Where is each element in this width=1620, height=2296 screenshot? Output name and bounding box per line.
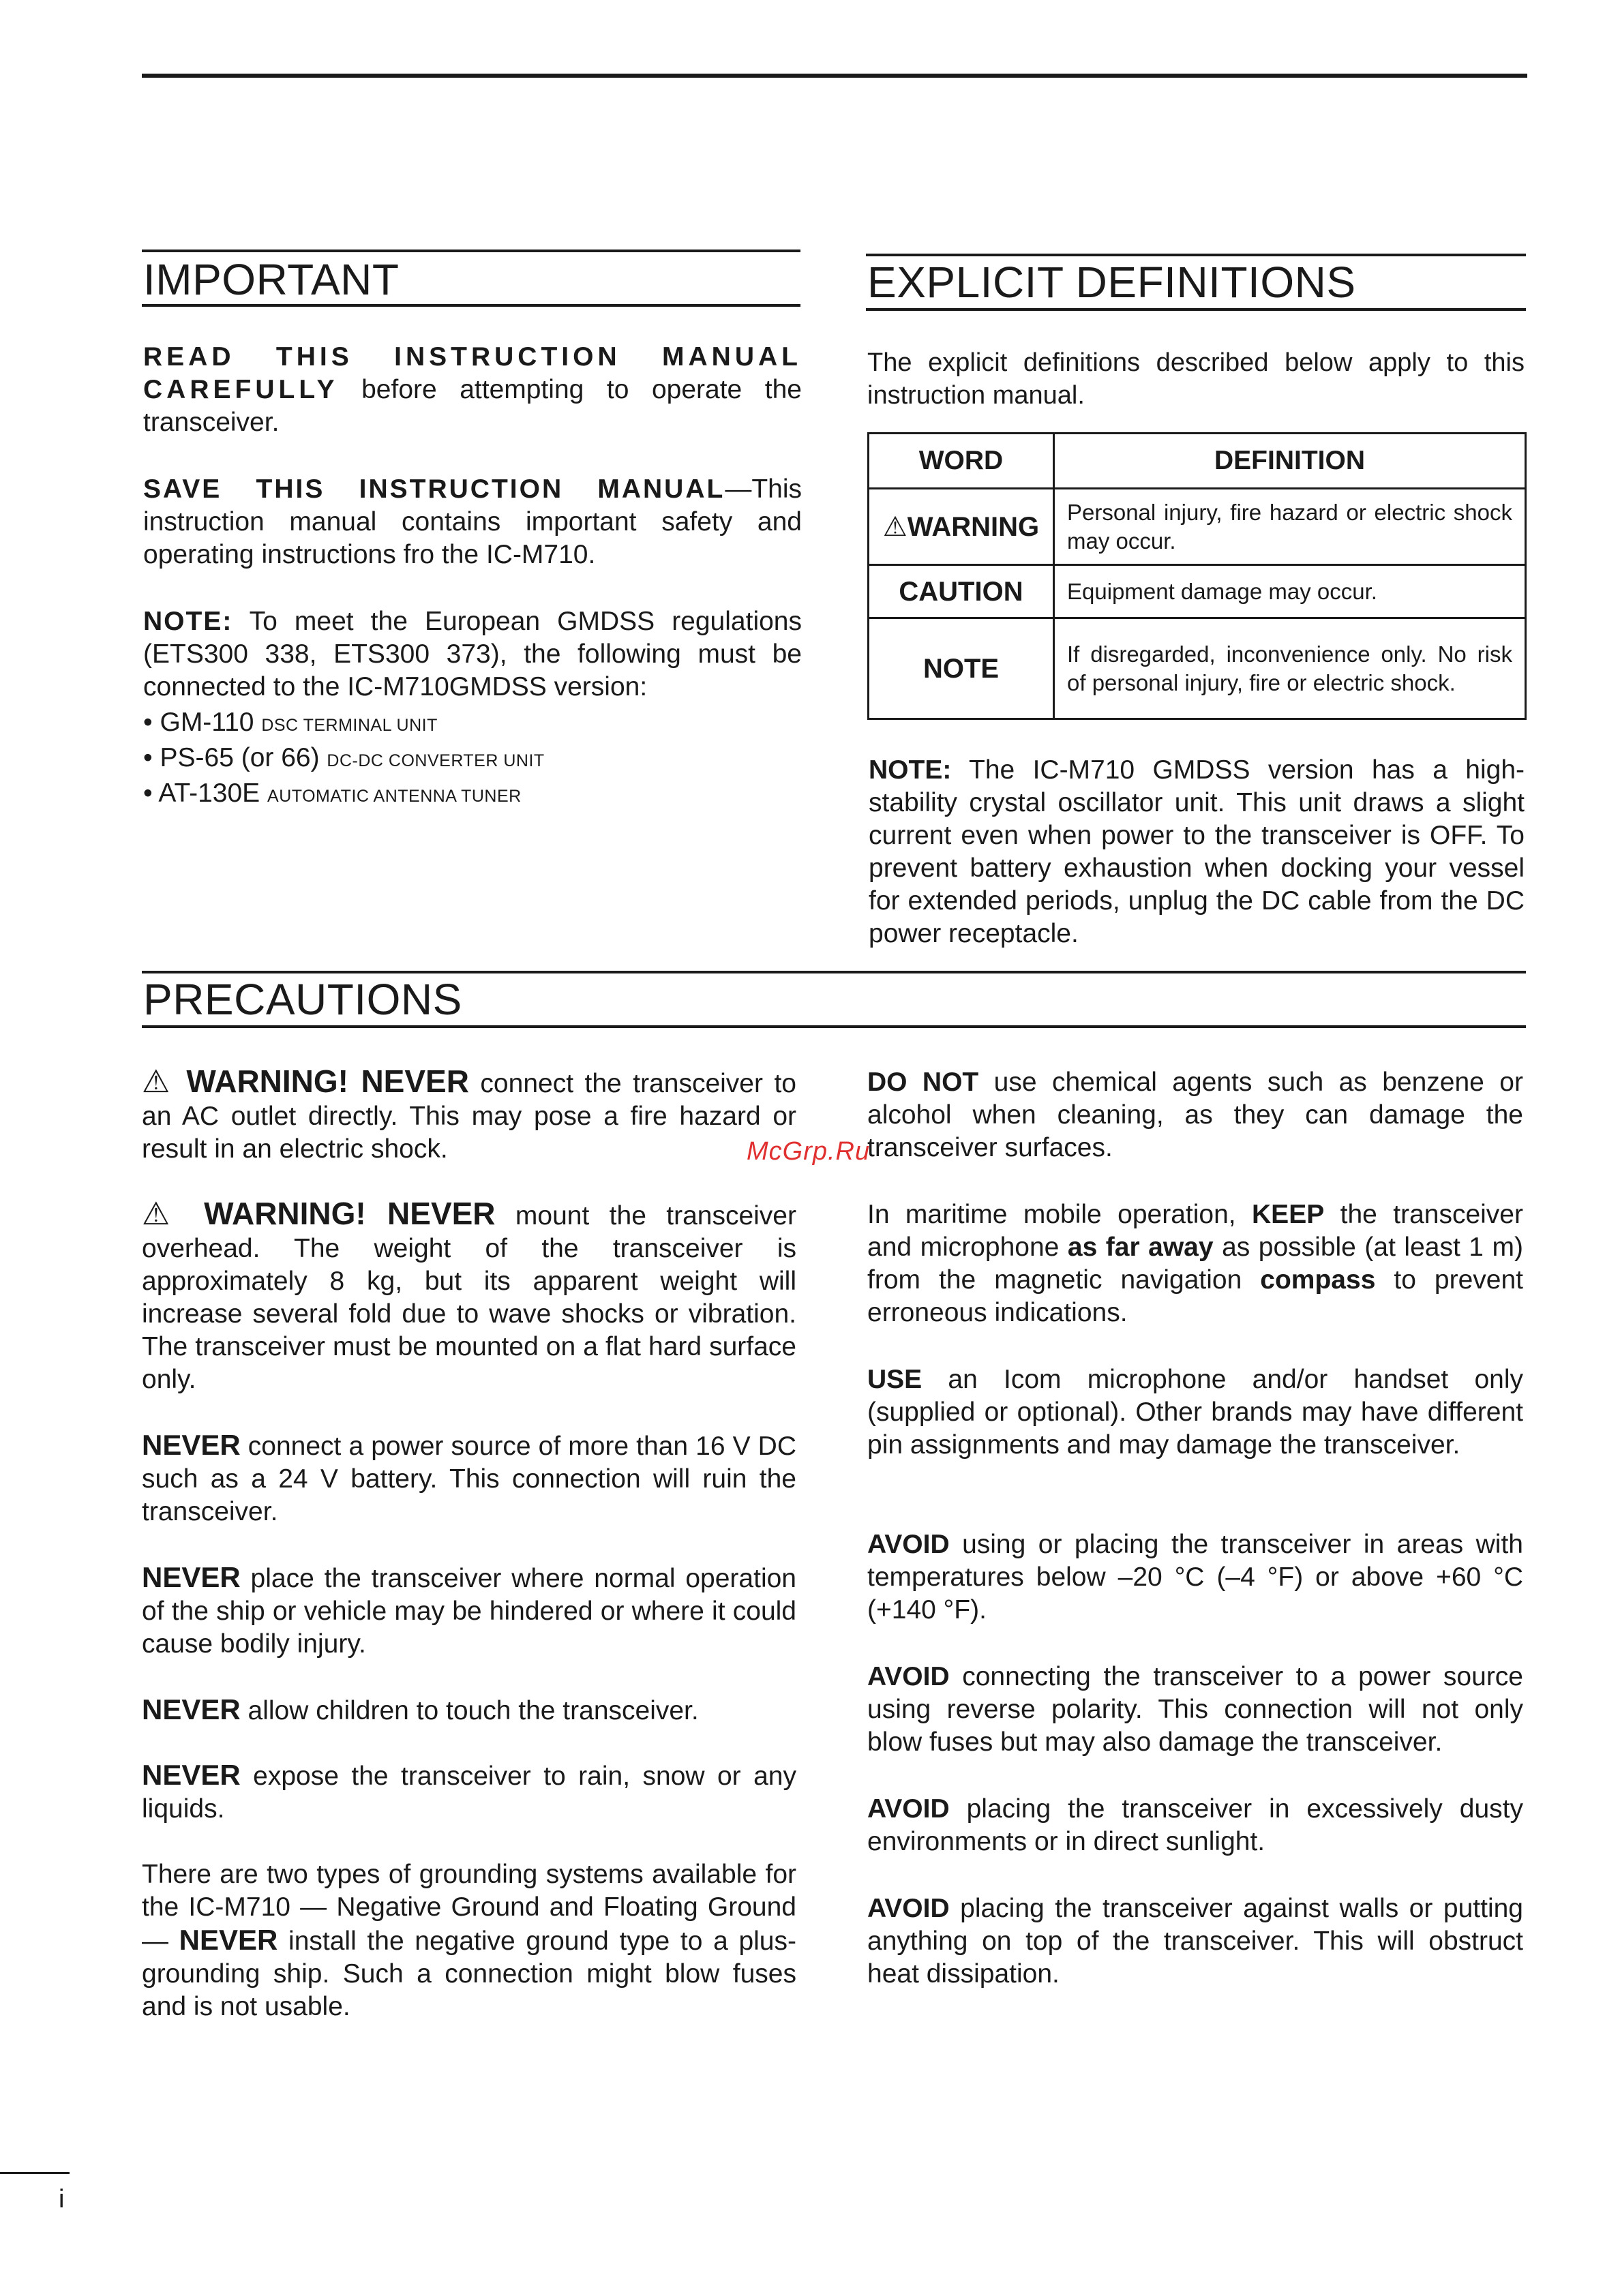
list-item: • PS-65 (or 66) DC-DC CONVERTER UNIT [143, 743, 545, 772]
word-warning: ⚠WARNING [869, 489, 1054, 565]
footer-rule [0, 2172, 70, 2174]
warning-triangle-icon: ⚠ [882, 511, 907, 542]
definition-note: If disregarded, inconvenience only. No risk of personal injury, fire or electric shock. [1054, 618, 1526, 719]
warning-triangle-icon: ⚠ [142, 1196, 205, 1231]
col-header-word: WORD [869, 434, 1054, 489]
precautions-title: PRECAUTIONS [143, 975, 462, 1024]
precaution-liquids: NEVER expose the transceiver to rain, snow or any liquids. [142, 1759, 796, 1824]
important-save-manual: SAVE THIS INSTRUCTION MANUAL—This instruction manual contains important safety and operating instructions fro the IC-M710. [143, 474, 802, 569]
important-title-rule-bottom [142, 304, 800, 307]
precautions-title-rule-top [142, 971, 1526, 973]
gmdss-unit-list [143, 706, 802, 813]
word-caution: CAUTION [869, 565, 1054, 618]
precaution-chemicals: DO NOT use chemical agents such as benzene or alcohol when cleaning, as they can damage the transceiver surfaces. [867, 1068, 1523, 1162]
precaution-polarity: AVOID connecting the transceiver to a power source using reverse polarity. This connection will not only blow fuses but may also damage the transceiver. [867, 1662, 1523, 1757]
precaution-compass: In maritime mobile operation, KEEP the transceiver and microphone as far away as possible (at least 1 m) from the magnetic navigation compass to prevent erroneous indications. [867, 1200, 1524, 1327]
precaution-temperature: AVOID using or placing the transceiver in areas with temperatures below –20 °C (–4 °F) or above +60 °C (+140 °F). [867, 1530, 1523, 1625]
col-header-definition: DEFINITION [1054, 434, 1526, 489]
page-number: i [59, 2185, 65, 2214]
precautions-title-rule-bottom [142, 1025, 1526, 1028]
table-row [869, 565, 1526, 618]
definitions-table [867, 432, 1527, 720]
word-note: NOTE [869, 618, 1054, 719]
important-read-manual: READ THIS INSTRUCTION MANUAL CAREFULLY before attempting to operate the transceiver. [143, 342, 802, 437]
definitions-title-rule-top [866, 254, 1526, 256]
definition-warning: Personal injury, fire hazard or electric shock may occur. [1054, 489, 1526, 565]
definition-caution: Equipment damage may occur. [1054, 565, 1526, 618]
table-header-row [869, 434, 1526, 489]
precaution-overhead-mount: ⚠ WARNING! NEVER mount the transceiver overhead. The weight of the transceiver is approximately 8 kg, but its apparent weight will increase several fold due to wave shocks or vibration. The transceiver must be mounted on a flat hard surface only. [142, 1196, 796, 1394]
list-item: • GM-110 DSC TERMINAL UNIT [143, 708, 438, 737]
precaution-heat: AVOID placing the transceiver against walls or putting anything on top of the transceiver. This will obstruct heat dissipation. [867, 1894, 1523, 1989]
precaution-grounding: There are two types of grounding systems available for the IC-M710 — Negative Ground and Floating Ground — NEVER install the negative ground type to a plus-grounding ship. Such a connection might blow fuses and is not usable. [142, 1860, 796, 2021]
definitions-title: EXPLICIT DEFINITIONS [867, 258, 1356, 307]
precaution-placement: NEVER place the transceiver where normal operation of the ship or vehicle may be hindered or where it could cause bodily injury. [142, 1561, 796, 1659]
table-row [869, 489, 1526, 565]
list-item: • AT-130E AUTOMATIC ANTENNA TUNER [143, 779, 522, 808]
important-title-rule-top [142, 250, 800, 252]
watermark: McGrp.Ru [747, 1137, 871, 1166]
top-rule [142, 74, 1527, 78]
precaution-microphone: USE an Icom microphone and/or handset only (supplied or optional). Other brands may have different pin assignments and may damage the transceiver. [867, 1365, 1523, 1460]
important-gmdss-note: NOTE: To meet the European GMDSS regulations (ETS300 338, ETS300 373), the following must be connected to the IC-M710GMDSS version: [143, 607, 802, 701]
precaution-ac-outlet: ⚠ WARNING! NEVER connect the transceiver to an AC outlet directly. This may pose a fire hazard or result in an electric shock. [142, 1063, 797, 1164]
definitions-intro: The explicit definitions described below apply to this instruction manual. [867, 348, 1525, 410]
definitions-gmdss-note: NOTE: The IC-M710 GMDSS version has a high-stability crystal oscillator unit. This unit draws a slight current even when power to the transceiver is OFF. To prevent battery exhaustion when docking your vessel for extended periods, unplug the DC cable from the DC power receptacle. [869, 755, 1525, 948]
precaution-power-source: NEVER connect a power source of more than 16 V DC such as a 24 V battery. This connection will ruin the transceiver. [142, 1429, 796, 1526]
precaution-children: NEVER allow children to touch the transceiver. [142, 1693, 699, 1725]
warning-triangle-icon: ⚠ [142, 1063, 187, 1099]
important-title: IMPORTANT [143, 255, 400, 304]
definitions-title-rule-bottom [866, 308, 1526, 311]
precaution-dust: AVOID placing the transceiver in excessively dusty environments or in direct sunlight. [867, 1794, 1523, 1856]
table-row [869, 618, 1526, 719]
